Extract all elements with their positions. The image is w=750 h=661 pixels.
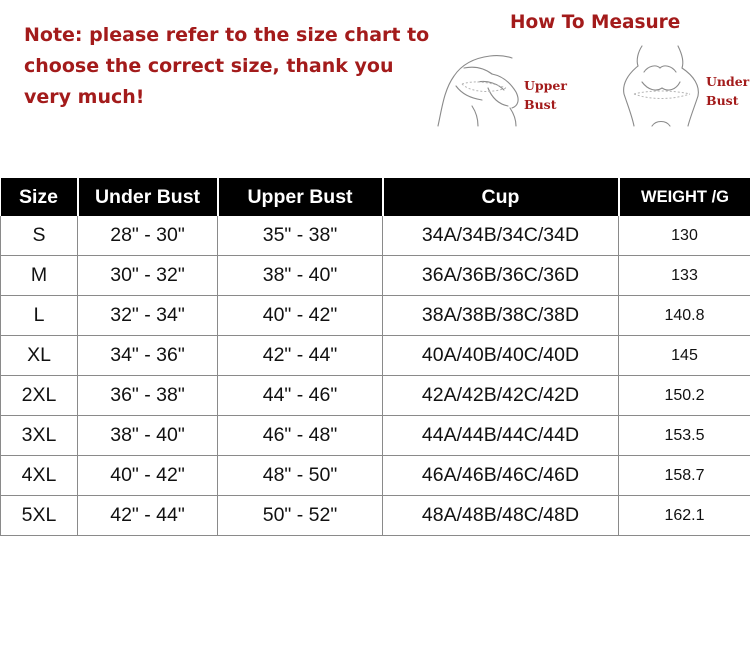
how-to-measure-title: How To Measure — [510, 12, 681, 33]
cell-cup: 44A/44B/44C/44D — [383, 416, 619, 456]
cell-size: S — [1, 216, 78, 256]
under-bust-figure-label: Under Bust — [706, 74, 750, 108]
table-row — [1, 376, 750, 416]
cell-under-bust: 36" - 38" — [78, 376, 218, 416]
cell-weight: 133 — [619, 256, 750, 296]
table-row — [1, 296, 750, 336]
cell-weight: 153.5 — [619, 416, 750, 456]
cell-upper-bust: 48" - 50" — [218, 456, 383, 496]
cell-size: 5XL — [1, 496, 78, 536]
cell-under-bust: 28" - 30" — [78, 216, 218, 256]
header-cup: Cup — [383, 178, 619, 216]
cell-size: L — [1, 296, 78, 336]
measure-upper-bust-icon — [432, 46, 527, 128]
cell-under-bust: 30" - 32" — [78, 256, 218, 296]
cell-size: 3XL — [1, 416, 78, 456]
header-upper-bust: Upper Bust — [218, 178, 383, 216]
cell-cup: 46A/46B/46C/46D — [383, 456, 619, 496]
table-row — [1, 456, 750, 496]
cell-cup: 36A/36B/36C/36D — [383, 256, 619, 296]
cell-upper-bust: 42" - 44" — [218, 336, 383, 376]
cell-upper-bust: 38" - 40" — [218, 256, 383, 296]
size-note: Note: please refer to the size chart to choose the correct size, thank you very much! — [24, 24, 430, 108]
table-row — [1, 496, 750, 536]
cell-under-bust: 32" - 34" — [78, 296, 218, 336]
cell-cup: 34A/34B/34C/34D — [383, 216, 619, 256]
cell-under-bust: 42" - 44" — [78, 496, 218, 536]
cell-size: 2XL — [1, 376, 78, 416]
header-weight: WEIGHT /G — [619, 178, 750, 216]
measure-under-bust-icon — [612, 42, 707, 128]
cell-cup: 42A/42B/42C/42D — [383, 376, 619, 416]
table-row — [1, 256, 750, 296]
table-row — [1, 216, 750, 256]
cell-under-bust: 38" - 40" — [78, 416, 218, 456]
cell-size: 4XL — [1, 456, 78, 496]
cell-weight: 150.2 — [619, 376, 750, 416]
cell-upper-bust: 40" - 42" — [218, 296, 383, 336]
size-chart-table — [0, 178, 750, 536]
cell-weight: 162.1 — [619, 496, 750, 536]
cell-upper-bust: 50" - 52" — [218, 496, 383, 536]
table-row — [1, 336, 750, 376]
header-size: Size — [1, 178, 78, 216]
cell-weight: 130 — [619, 216, 750, 256]
table-row — [1, 416, 750, 456]
cell-cup: 38A/38B/38C/38D — [383, 296, 619, 336]
cell-under-bust: 34" - 36" — [78, 336, 218, 376]
cell-upper-bust: 46" - 48" — [218, 416, 383, 456]
cell-under-bust: 40" - 42" — [78, 456, 218, 496]
cell-weight: 140.8 — [619, 296, 750, 336]
cell-upper-bust: 35" - 38" — [218, 216, 383, 256]
header-under-bust: Under Bust — [78, 178, 218, 216]
table-header-row — [1, 178, 750, 216]
upper-bust-figure-label: Upper Bust — [524, 78, 567, 112]
cell-weight: 158.7 — [619, 456, 750, 496]
cell-cup: 40A/40B/40C/40D — [383, 336, 619, 376]
cell-weight: 145 — [619, 336, 750, 376]
cell-cup: 48A/48B/48C/48D — [383, 496, 619, 536]
cell-upper-bust: 44" - 46" — [218, 376, 383, 416]
cell-size: M — [1, 256, 78, 296]
cell-size: XL — [1, 336, 78, 376]
